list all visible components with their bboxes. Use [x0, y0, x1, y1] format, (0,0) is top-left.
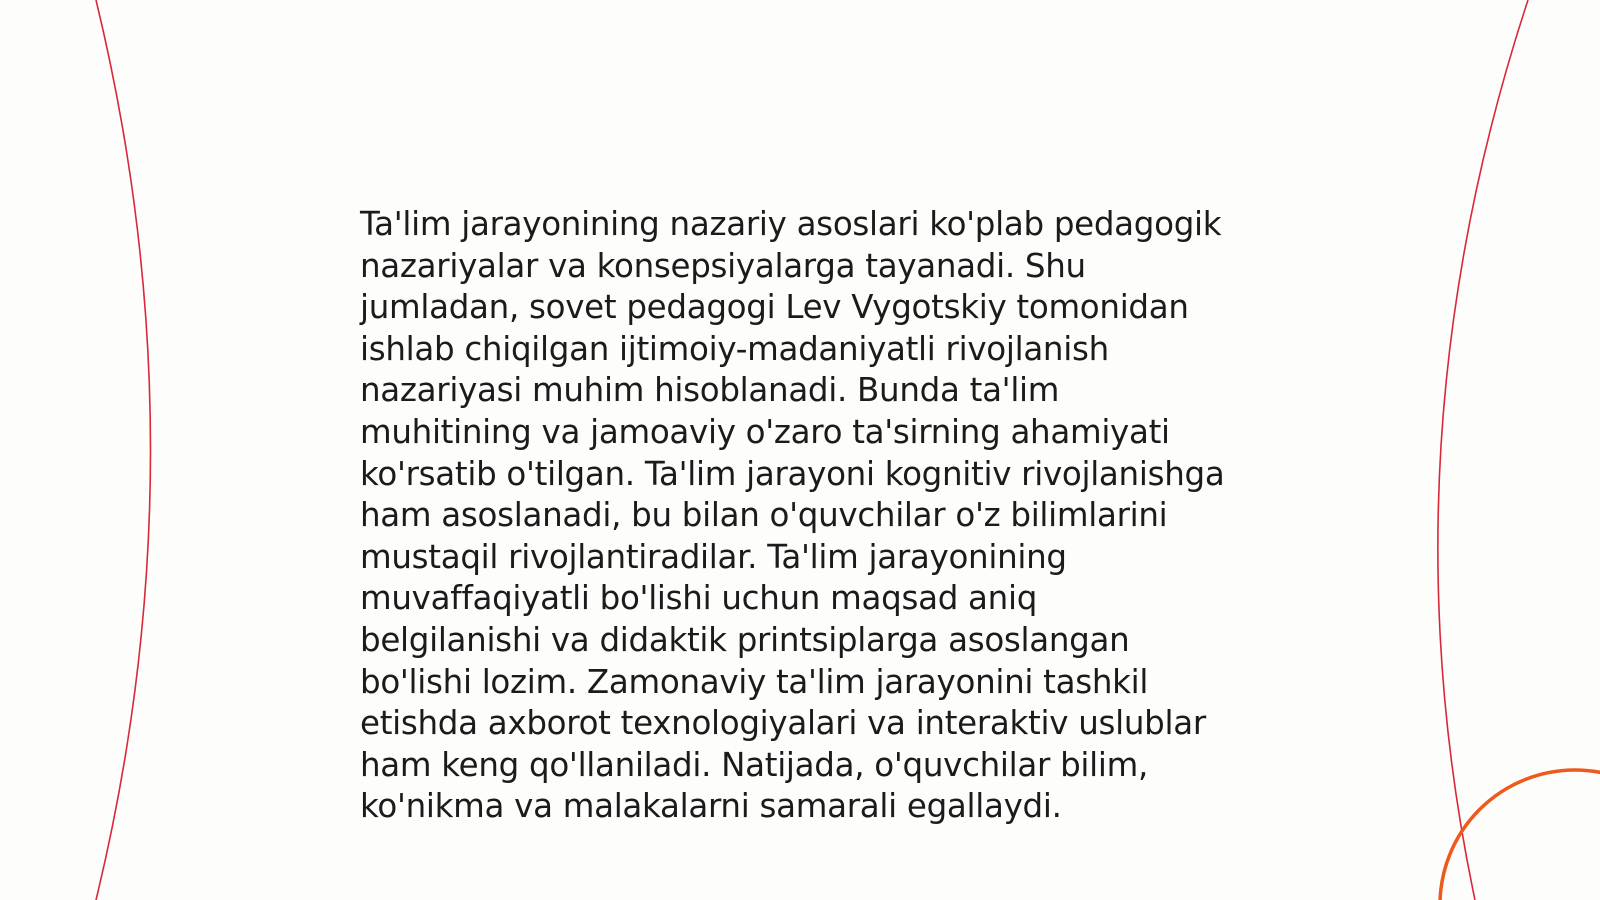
text-line: nazariyalar va konsepsiyalarga tayanadi. Shu: [360, 246, 1086, 285]
right-arc-line: [1438, 0, 1528, 900]
text-line: muhitining va jamoaviy o'zaro ta'sirning ahamiyati: [360, 412, 1170, 451]
text-line: jumladan, sovet pedagogi Lev Vygotskiy tomonidan: [360, 288, 1189, 327]
text-line: ham asoslanadi, bu bilan o'quvchilar o'z bilimlarini: [360, 496, 1168, 535]
text-line: ham keng qo'llaniladi. Natijada, o'quvchilar bilim,: [360, 745, 1149, 784]
text-line: mustaqil rivojlantiradilar. Ta'lim jarayonining: [360, 537, 1067, 576]
left-arc-line: [96, 0, 151, 900]
text-line: Ta'lim jarayonining nazariy asoslari ko'plab pedagogik: [360, 205, 1222, 243]
text-line: ishlab chiqilgan ijtimoiy-madaniyatli rivojlanish: [360, 329, 1109, 368]
text-line: nazariyasi muhim hisoblanadi. Bunda ta'lim: [360, 371, 1060, 410]
text-line: etishda axborot texnologiyalari va interaktiv uslublar: [360, 704, 1206, 743]
text-line: muvaffaqiyatli bo'lishi uchun maqsad aniq: [360, 579, 1038, 618]
text-line: belgilanishi va didaktik printsiplarga asoslangan: [360, 620, 1130, 659]
body-paragraph: [360, 204, 1260, 828]
orange-circle-outline: [1440, 770, 1600, 900]
text-line: bo'lishi lozim. Zamonaviy ta'lim jarayonini tashkil: [360, 662, 1149, 701]
text-line: ko'rsatib o'tilgan. Ta'lim jarayoni kognitiv rivojlanishga: [360, 454, 1225, 493]
text-line: ko'nikma va malakalarni samarali egallaydi.: [360, 787, 1062, 826]
